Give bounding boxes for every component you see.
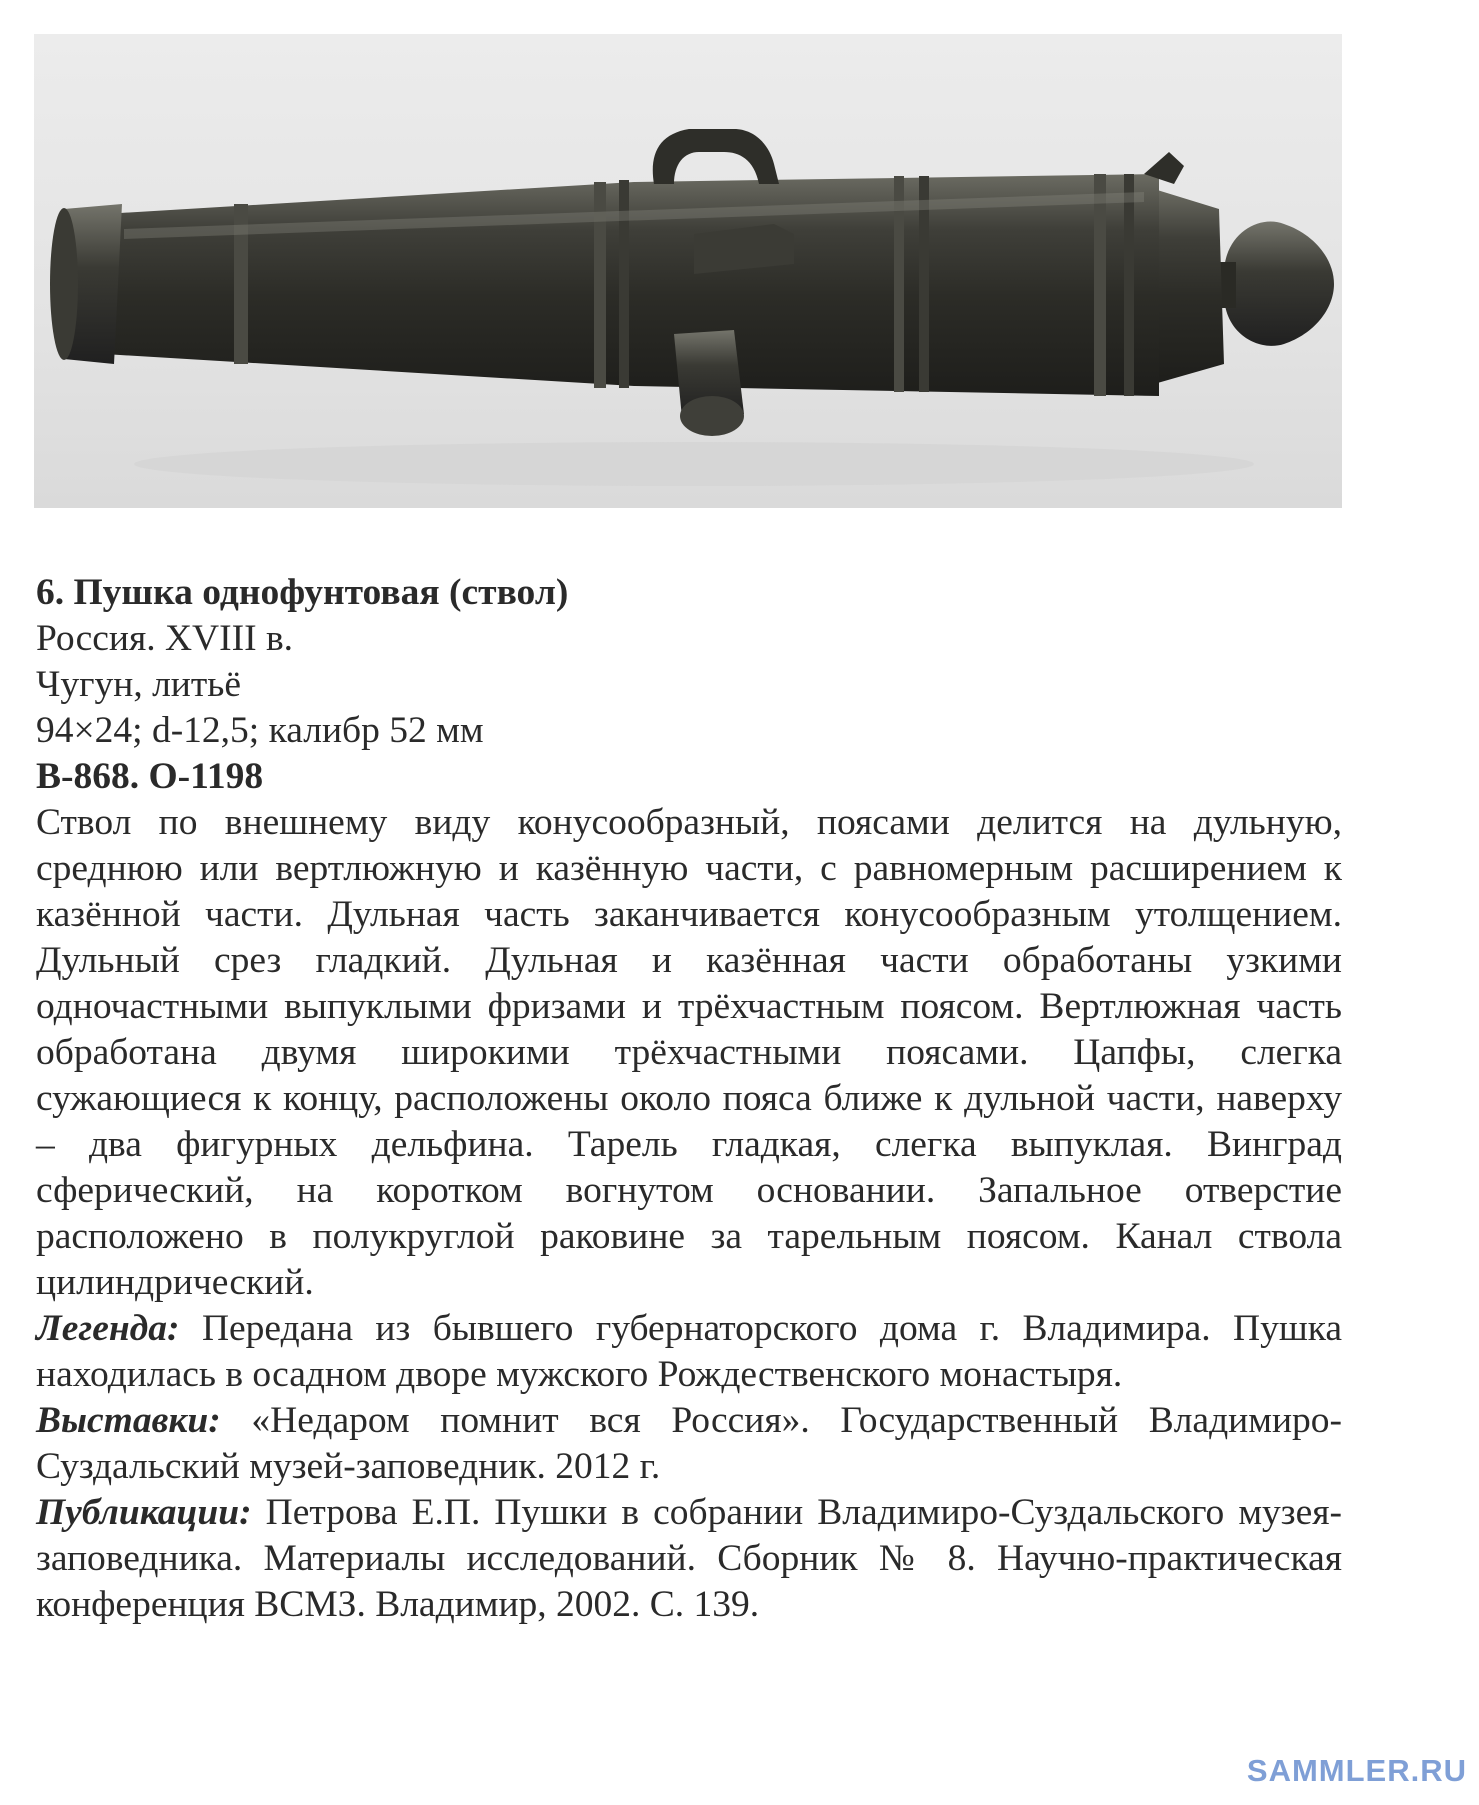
cannon-barrel-image xyxy=(34,34,1342,508)
entry-origin: Россия. XVIII в. xyxy=(36,618,294,659)
entry-title: 6. Пушка однофунтовая (ствол) xyxy=(36,572,569,613)
publications-label: Публикации: xyxy=(36,1492,252,1533)
entry-dimensions: 94×24; d-12,5; калибр 52 мм xyxy=(36,710,484,751)
exhibitions-text: «Недаром помнит вся Россия». Государственный Владимиро-Суздальский музей-заповедник. 2012 г. xyxy=(36,1400,1343,1487)
publications-text: Петрова Е.П. Пушки в собрании Владимиро-Суздальского музея-заповедника. Материалы исследований. Сборник № 8. Научно-практическая конференция ВСМЗ. Владимир, 2002. С. 139. xyxy=(36,1492,1342,1625)
entry-inventory-number: В-868. О-1198 xyxy=(36,756,264,797)
entry-publications xyxy=(36,1490,1342,1628)
legend-text: Передана из бывшего губернаторского дома г. Владимира. Пушка находилась в осадном дворе мужского Рождественского монастыря. xyxy=(36,1308,1342,1395)
cannon-photo xyxy=(34,34,1342,508)
entry-material: Чугун, литьё xyxy=(36,664,241,705)
legend-label: Легенда: xyxy=(36,1308,180,1349)
catalog-entry xyxy=(36,570,1342,1628)
entry-description: Ствол по внешнему виду конусообразный, поясами делится на дульную, среднюю или вертлюжную и казённую части, с равномерным расширением к казённой части. Дульная часть заканчивается конусообразным утолщением. Дульный срез гладкий. Дульная и казённая части обработаны узкими одночастными выпуклыми фризами и трёхчастным поясом. Вертлюжная часть обработана двумя широкими трёхчастными поясами. Цапфы, слегка сужающиеся к концу, расположены около пояса ближе к дульной части, наверху – два фигурных дельфина. Тарель гладкая, слегка выпуклая. Винград сферический, на коротком вогнутом основании. Запальное отверстие расположено в полукруглой раковине за тарельным поясом. Канал ствола цилиндрический. xyxy=(36,802,1342,1303)
entry-exhibitions xyxy=(36,1398,1342,1490)
site-watermark: SAMMLER.RU xyxy=(1246,1753,1467,1788)
exhibitions-label: Выставки: xyxy=(36,1400,221,1441)
entry-legend xyxy=(36,1306,1342,1398)
